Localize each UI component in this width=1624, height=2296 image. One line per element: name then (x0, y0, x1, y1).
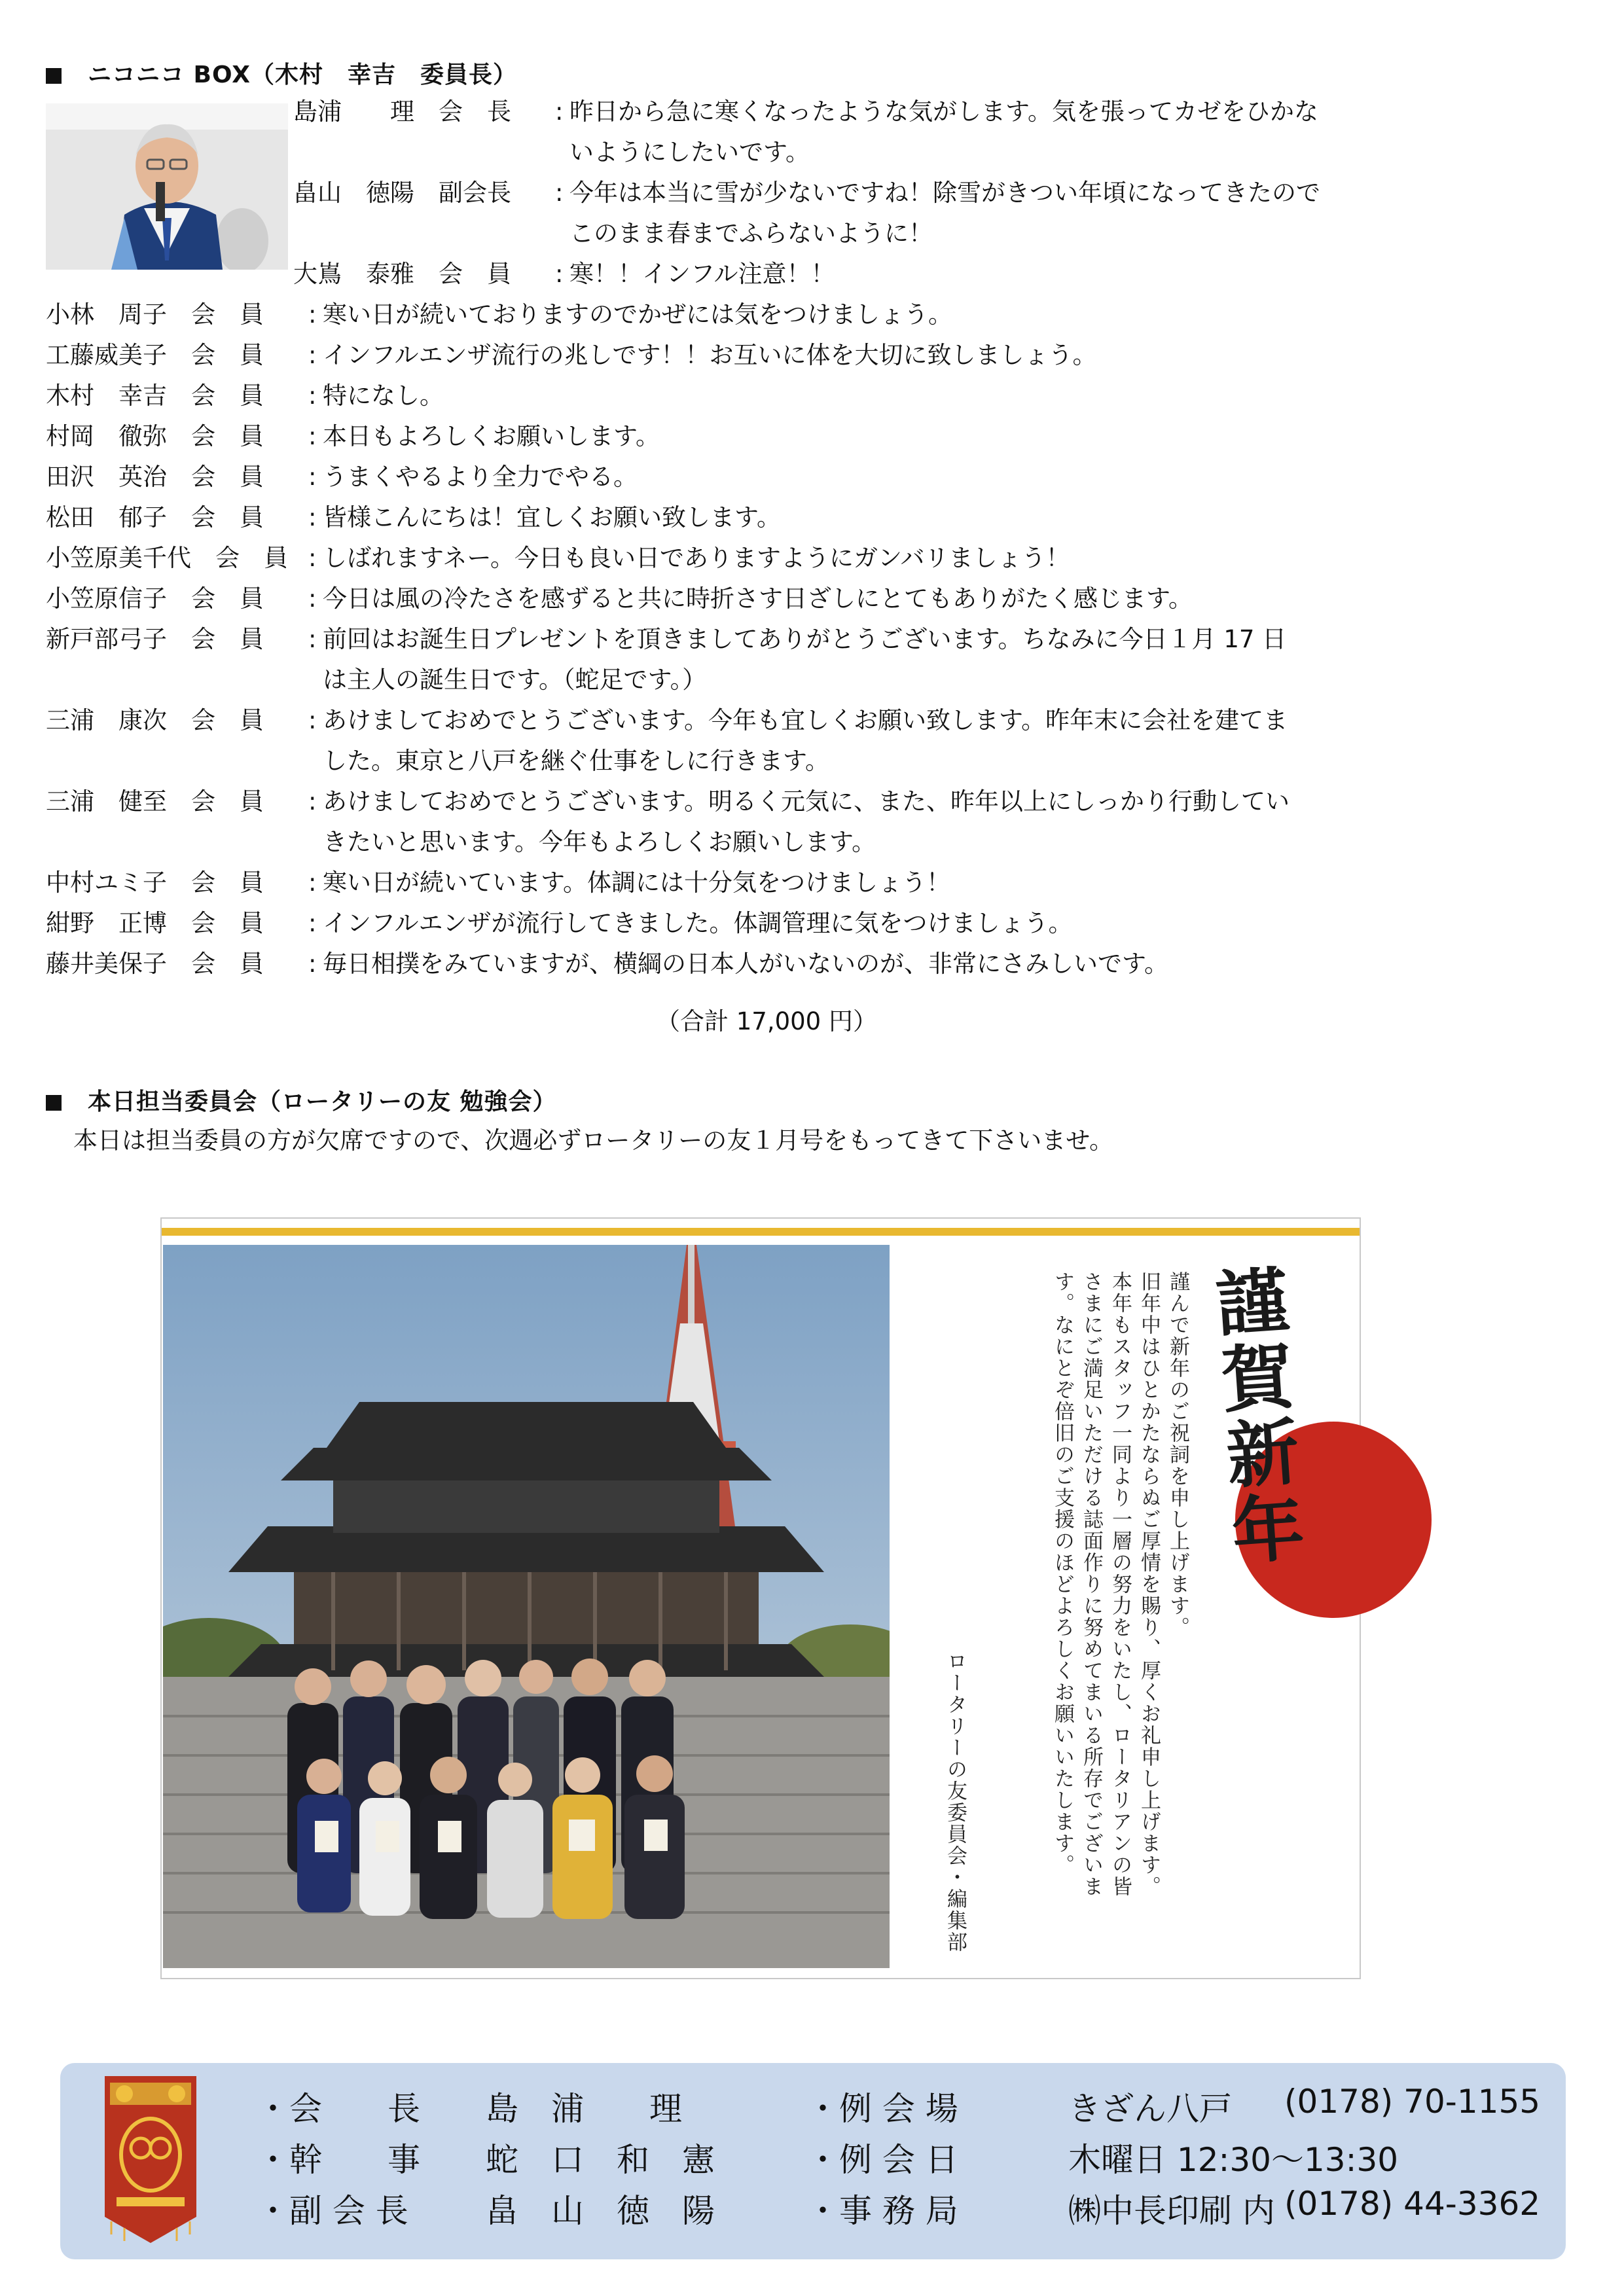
member-message-line: あけましておめでとうございます。今年も宜しくお願い致します。昨年末に会社を建てま (323, 706, 1288, 734)
gold-rule (162, 1228, 1360, 1236)
separator: : (308, 422, 317, 450)
member-message-line: きたいと思います。今年もよろしくお願いします。 (323, 828, 876, 856)
member-name: 工藤威美子 会 員 (46, 341, 264, 369)
member-message-line: した。東京と八戸を継ぐ仕事をしに行きます。 (323, 747, 830, 775)
separator: : (308, 503, 317, 531)
card-line-4: さまにご満足いただける誌面作りに努めてまいる所存でございま (1079, 1271, 1103, 1897)
member-message-line: このまま春までふらないように！ (569, 219, 933, 247)
footer-value: きざん八戸 (1068, 2090, 1232, 2128)
card-line-5: す。なにとぞ倍旧のご支援のほどよろしくお願いいたします。 (1051, 1271, 1074, 1876)
separator: : (308, 787, 317, 816)
member-message-line: しばれますネー。今日も良い日でありますようにガンバリましょう！ (323, 544, 1070, 572)
separator: : (555, 260, 564, 288)
separator: : (308, 950, 317, 978)
member-message-line: 昨日から急に寒くなったような気がします。気を張ってカゼをひかな (569, 98, 1319, 126)
separator: : (308, 300, 317, 329)
member-name: 小笠原信子 会 員 (46, 584, 264, 613)
separator: : (308, 463, 317, 491)
card-line-2: 旧年中はひとかたならぬご厚情を賜り、厚くお礼申し上げます。 (1137, 1271, 1161, 1897)
separator: : (308, 584, 317, 613)
member-name: 三浦 健至 会 員 (46, 787, 264, 816)
separator: : (308, 909, 317, 937)
member-name: 村岡 徹弥 会 員 (46, 422, 264, 450)
footer-label: ・副 会 長 (257, 2192, 408, 2230)
member-message-line: 今日は風の冷たさを感ずると共に時折さす日ざしにとてもありがたく感じます。 (323, 584, 1193, 613)
footer-value: 蛇 口 和 憲 (486, 2141, 715, 2179)
separator: : (308, 382, 317, 410)
member-name: 三浦 康次 会 員 (46, 706, 264, 734)
member-message-line: 前回はお誕生日プレゼントを頂きましてありがとうございます。ちなみに今日１月 17 日 (323, 625, 1287, 653)
member-name: 松田 郁子 会 員 (46, 503, 264, 531)
new-year-card (160, 1217, 1361, 1979)
footer-row (60, 2083, 1566, 2128)
footer-value: 木曜日 12:30〜13:30 (1068, 2141, 1399, 2179)
member-message-line: うまくやるより全力でやる。 (323, 463, 638, 491)
member-message-line: 寒い日が続いておりますのでかぜには気をつけましょう。 (323, 300, 952, 329)
separator: : (555, 179, 564, 207)
member-name: 紺野 正博 会 員 (46, 909, 264, 937)
separator: : (308, 625, 317, 653)
separator: : (308, 341, 317, 369)
committee-text: 本日は担当委員の方が欠席ですので、次週必ずロータリーの友１月号をもってきて下さいませ。 (73, 1126, 1114, 1155)
box-section-title: ニコニコ BOX（木村 幸吉 委員長） (46, 56, 517, 90)
member-message-line: 寒！！インフル注意！！ (569, 260, 835, 288)
footer-phone: (0178) 44-3362 (1284, 2185, 1541, 2223)
member-name: 大嶌 泰雅 会 員 (293, 260, 511, 288)
member-name: 木村 幸吉 会 員 (46, 382, 264, 410)
member-name: 藤井美保子 会 員 (46, 950, 264, 978)
member-message-line: 今年は本当に雪が少ないですね！除雪がきつい年頃になってきたので (569, 179, 1320, 207)
footer-label: ・事 務 局 (806, 2192, 958, 2230)
temple-group-photo (163, 1245, 890, 1968)
member-name: 畠山 徳陽 副会長 (293, 179, 511, 207)
footer-label: ・例 会 日 (806, 2141, 958, 2179)
member-message-line: 特になし。 (323, 382, 444, 410)
total-amount: （合計 17,000 円） (656, 1007, 877, 1035)
committee-section-title: 本日担当委員会（ロータリーの友 勉強会） (46, 1083, 557, 1117)
member-name: 小笠原美千代 会 員 (46, 544, 288, 572)
member-name: 田沢 英治 会 員 (46, 463, 264, 491)
member-message-line: 毎日相撲をみていますが、横綱の日本人がいないのが、非常にさみしいです。 (323, 950, 1169, 978)
member-name: 小林 周子 会 員 (46, 300, 264, 329)
square-bullet-icon (46, 68, 62, 84)
footer-value: ㈱中長印刷 内 (1068, 2192, 1275, 2230)
member-message-line: 本日もよろしくお願いします。 (323, 422, 660, 450)
footer-label: ・会 長 (257, 2090, 420, 2128)
footer-phone: (0178) 70-1155 (1284, 2083, 1541, 2121)
card-line-3: 本年もスタッフ一同より一層の努力をいたし、ロータリアンの皆 (1108, 1271, 1132, 1897)
footer-value: 畠 山 徳 陽 (486, 2192, 715, 2230)
member-name: 中村ユミ子 会 員 (46, 869, 264, 897)
member-message-line: いようにしたいです。 (569, 138, 810, 166)
separator: : (308, 869, 317, 897)
separator: : (308, 544, 317, 572)
card-heading: 謹賀新年 (1201, 1262, 1308, 1571)
member-message-line: は主人の誕生日です。（蛇足です。） (323, 666, 707, 694)
member-name: 島浦 理 会 長 (293, 98, 511, 126)
footer-row (60, 2134, 1566, 2179)
member-message-line: インフルエンザ流行の兆しです！！お互いに体を大切に致しましょう。 (323, 341, 1097, 369)
card-signature: ロータリーの友委員会・編集部 (943, 1651, 967, 1953)
footer-row (60, 2185, 1566, 2231)
member-message-line: 皆様こんにちは！宜しくお願い致します。 (323, 503, 782, 531)
footer-label: ・幹 事 (257, 2141, 420, 2179)
footer-value: 島 浦 理 (486, 2090, 682, 2128)
member-message-line: インフルエンザが流行してきました。体調管理に気をつけましょう。 (323, 909, 1073, 937)
square-bullet-icon (46, 1095, 62, 1111)
chairman-photo (46, 103, 288, 270)
card-line-1: 謹んで新年のご祝詞を申し上げます。 (1166, 1271, 1189, 1638)
member-name: 新戸部弓子 会 員 (46, 625, 264, 653)
footer-label: ・例 会 場 (806, 2090, 958, 2128)
separator: : (555, 98, 564, 126)
member-message-line: 寒い日が続いています。体調には十分気をつけましょう！ (323, 869, 951, 897)
club-info-footer (60, 2063, 1566, 2259)
separator: : (308, 706, 317, 734)
member-message-line: あけましておめでとうございます。明るく元気に、また、昨年以上にしっかり行動してい (323, 787, 1290, 816)
